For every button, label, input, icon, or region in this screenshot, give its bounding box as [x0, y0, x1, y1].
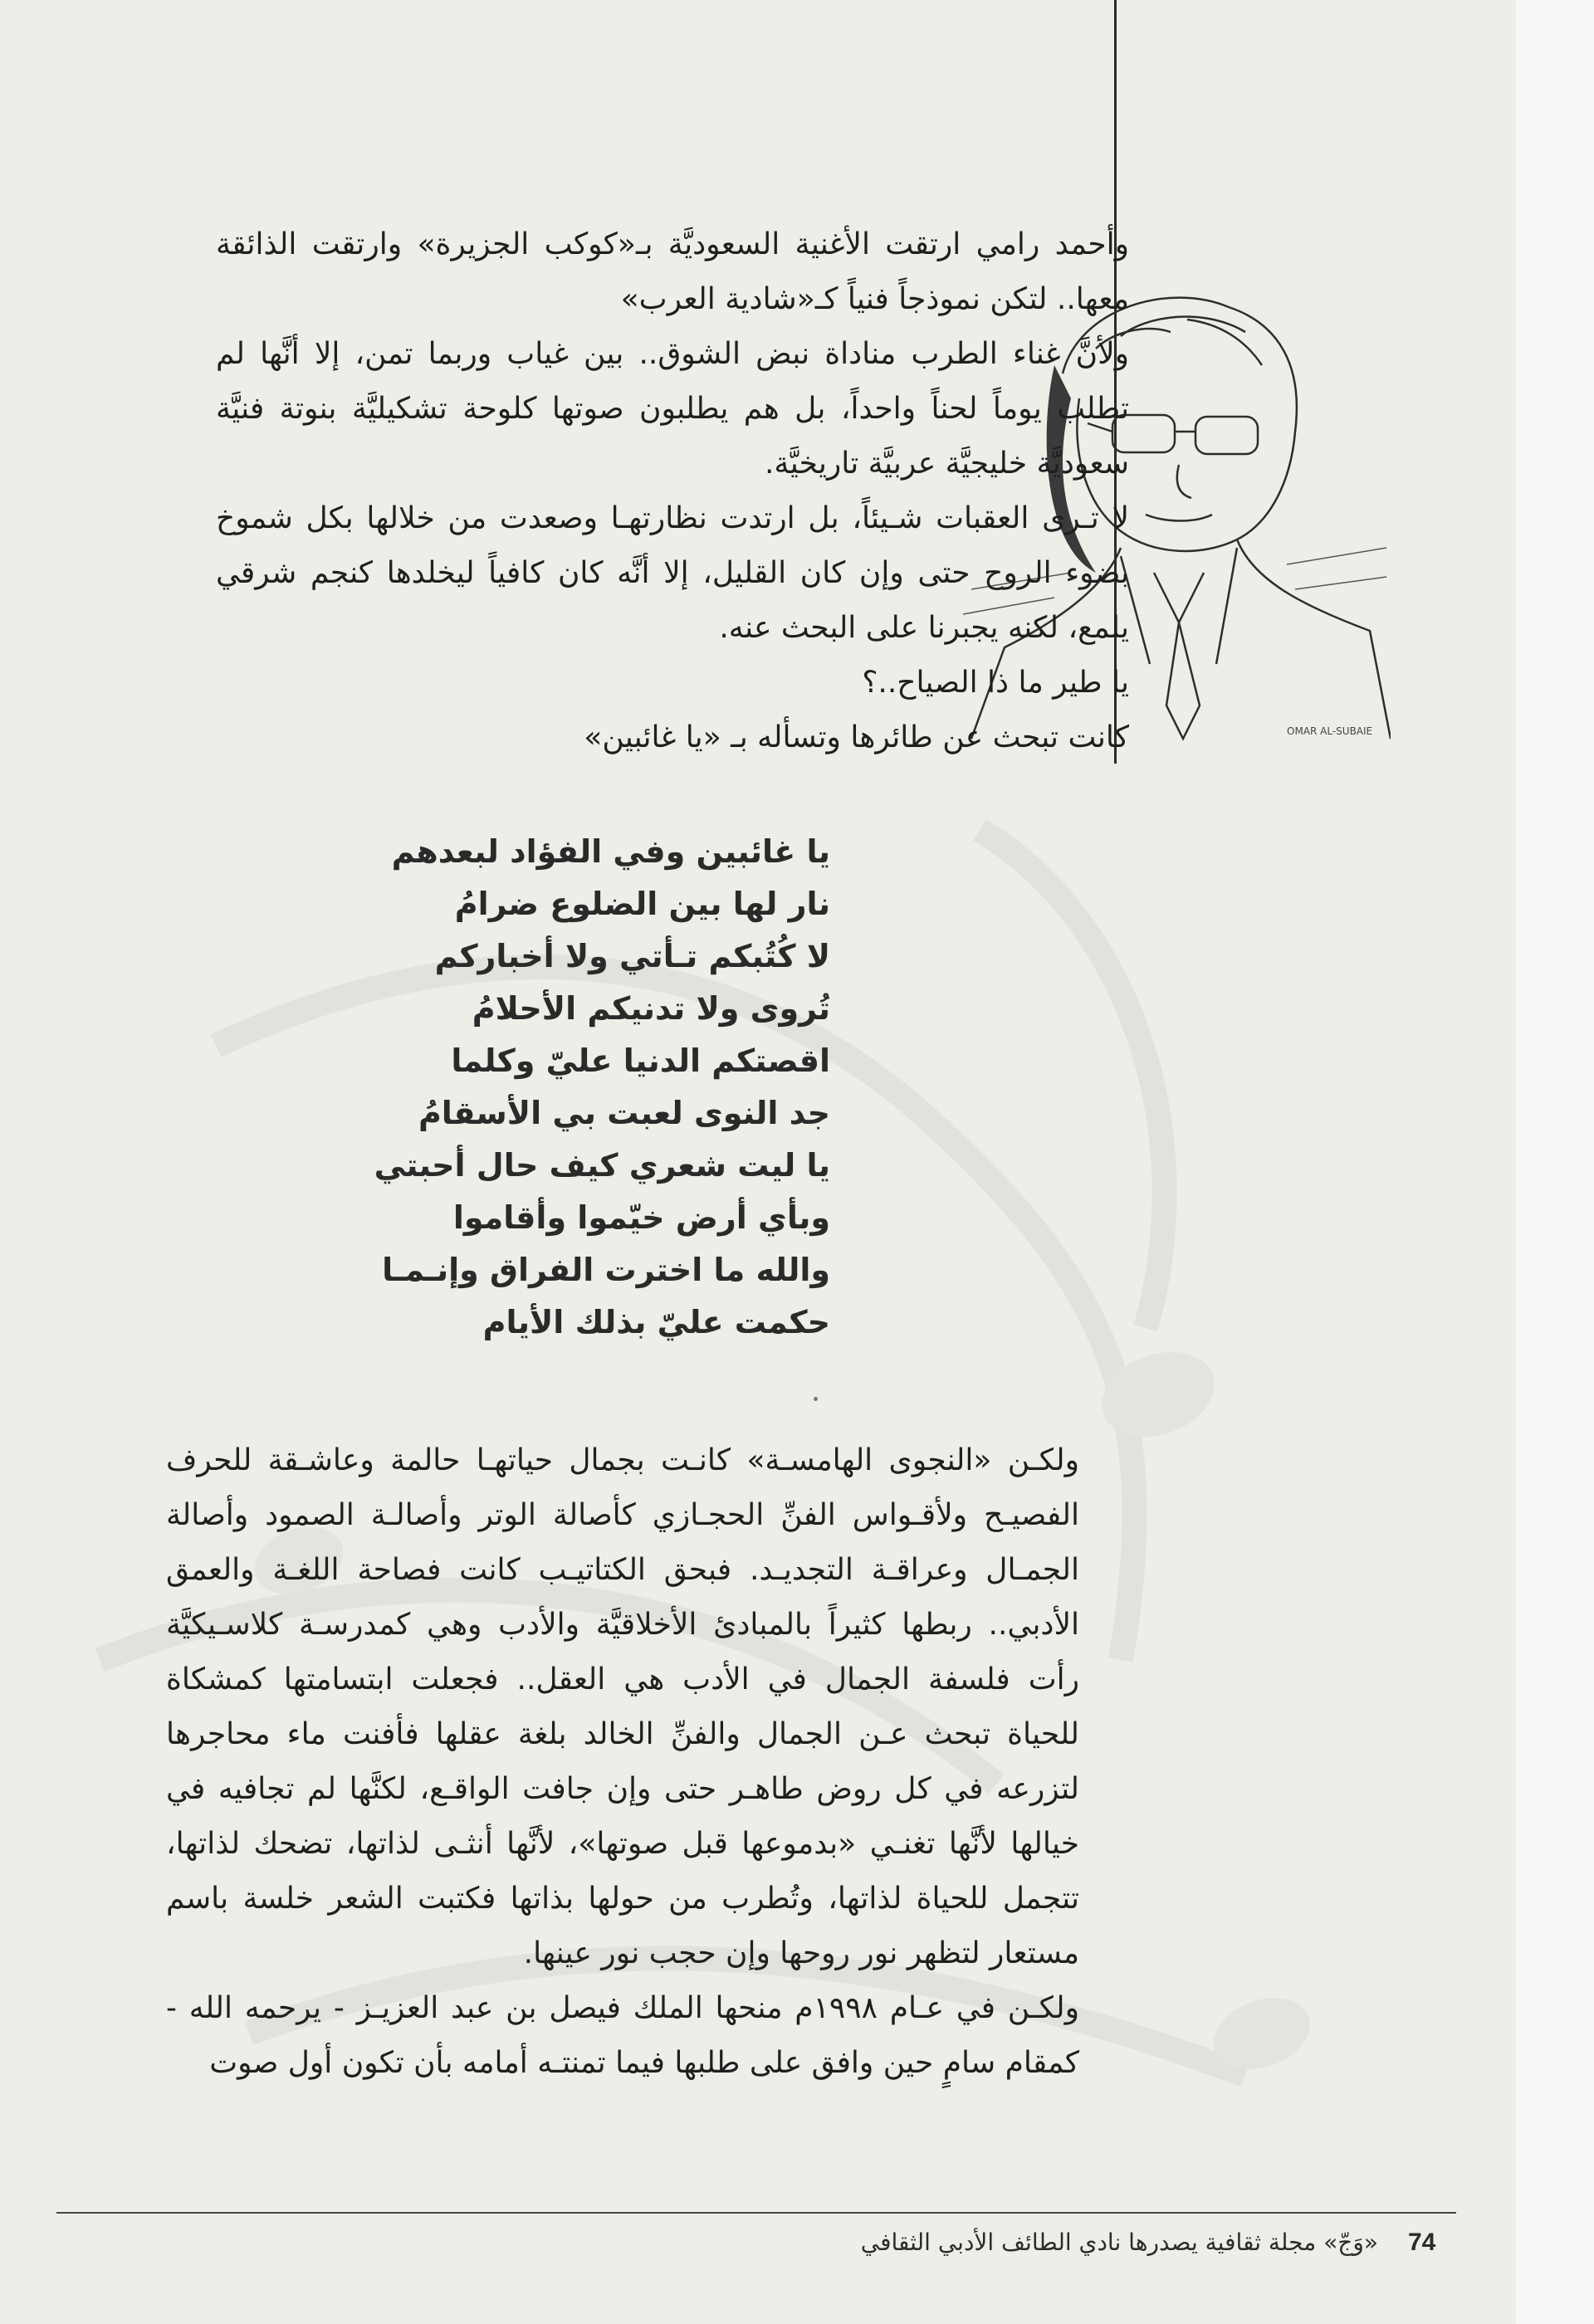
- intro-paragraph: لا تـرى العقبات شـيئاً، بل ارتدت نظارتهـا وصعدت من خلالها بكل شموخ بضوء الروح حتى وإن كان القليل، إلا أنَّه كان كافياً ليخلدها كنجم شرقي يلمع، لكنه يجبرنا على البحث عنه.: [216, 501, 1129, 645]
- intro-paragraph: يا طير ما ذا الصياح..؟: [862, 666, 1129, 700]
- footer-rule: [56, 2212, 1456, 2214]
- poem: [315, 826, 830, 1349]
- intro-paragraph: ولأنَّ غناء الطرب مناداة نبض الشوق.. بين غياب وربما تمن، إلا أنَّها لم تطلب يوماً لحناً واحداً، بل هم يطلبون صوتها كلوحة تشكيليَّة بنوتة فنيَّة سعوديَّة خليجيَّة عربيَّة تاريخيَّة.: [216, 337, 1129, 481]
- poem-line: وبأي أرض خيّموا وأقاموا: [452, 1199, 830, 1236]
- poem-line: يا ليت شعري كيف حال أحبتي: [374, 1147, 830, 1184]
- separator-dot: [814, 1397, 818, 1401]
- page-number: 74: [1408, 2229, 1436, 2256]
- sketch-signature: OMAR AL-SUBAIE: [1287, 725, 1373, 737]
- poem-line: تُروى ولا تدنيكم الأحلامُ: [472, 990, 830, 1027]
- poem-line: جد النوى لعبت بي الأسقامُ: [418, 1095, 830, 1131]
- page-edge: [1516, 0, 1594, 2324]
- poem-line: والله ما اخترت الفراق وإنـمـا: [382, 1252, 830, 1288]
- intro-paragraph: كانت تبحث عن طائرها وتسأله بـ «يا غائبين»: [584, 720, 1129, 754]
- body-paragraph: ولكـن «النجوى الهامسـة» كانـت بجمال حياتهـا حالمة وعاشـقة للحرف الفصيـح ولأقـواس الفنِّ الحجـازي كأصالة الوتر وأصالـة الصمود وأصالة الجمـال وعراقـة التجديـد. فبحق الكتاتيـب كانت فصاحة اللغـة والعمق الأدبي.. ربطها كثيراً بالمبادئ الأخلاقيَّة والأدب وهي كمدرسـة كلاسـيكيَّة رأت فلسفة الجمال في الأدب هي العقل.. فجعلت ابتسامتها كمشكاة للحياة تبحث عـن الجمال والفنِّ الخالد بلغة عقلها فأفنت ماء محاجرها لتزرعه في كل روض طاهـر حتى وإن جافت الواقـع، لكنَّها لم تجافيه في خيالها لأنَّها تغنـي «بدموعها قبل صوتها»، لأنَّها أنثـى لذاتها، تضحك لذاتها، تتجمل للحياة لذاتها، وتُطرب من حولها بذاتها فكتبت الشعر خلسة باسم مستعار لتظهر نور روحها وإن حجب نور عينها.: [166, 1443, 1079, 1970]
- intro-paragraph: وأحمد رامي ارتقت الأغنية السعوديَّة بـ«كوكب الجزيرة» وارتقت الذائقة معها.. لتكن نموذجاً فنياً كـ«شادية العرب»: [216, 227, 1129, 316]
- intro-text: [166, 217, 1129, 765]
- body-text: [166, 1433, 1079, 2091]
- footer-caption: «وَجّ» مجلة ثقافية يصدرها نادي الطائف الأدبي الثقافي: [860, 2229, 1378, 2256]
- poem-line: اقصتكم الدنيا عليّ وكلما: [451, 1042, 830, 1079]
- poem-line: نار لها بين الضلوع ضرامُ: [454, 886, 830, 922]
- body-paragraph: ولكـن في عـام ١٩٩٨م منحها الملك فيصل بن عبد العزيـز - يرحمه الله - كمقام سامٍ حين وافق على طلبها فيما تمنتـه أمامه بأن تكون أول صوت: [166, 1991, 1079, 2080]
- poem-line: يا غائبين وفي الفؤاد لبعدهم: [391, 833, 830, 870]
- poem-line: لا كُتُبكم تـأتي ولا أخباركم: [434, 938, 830, 974]
- poem-line: حكمت عليّ بذلك الأيام: [482, 1304, 830, 1340]
